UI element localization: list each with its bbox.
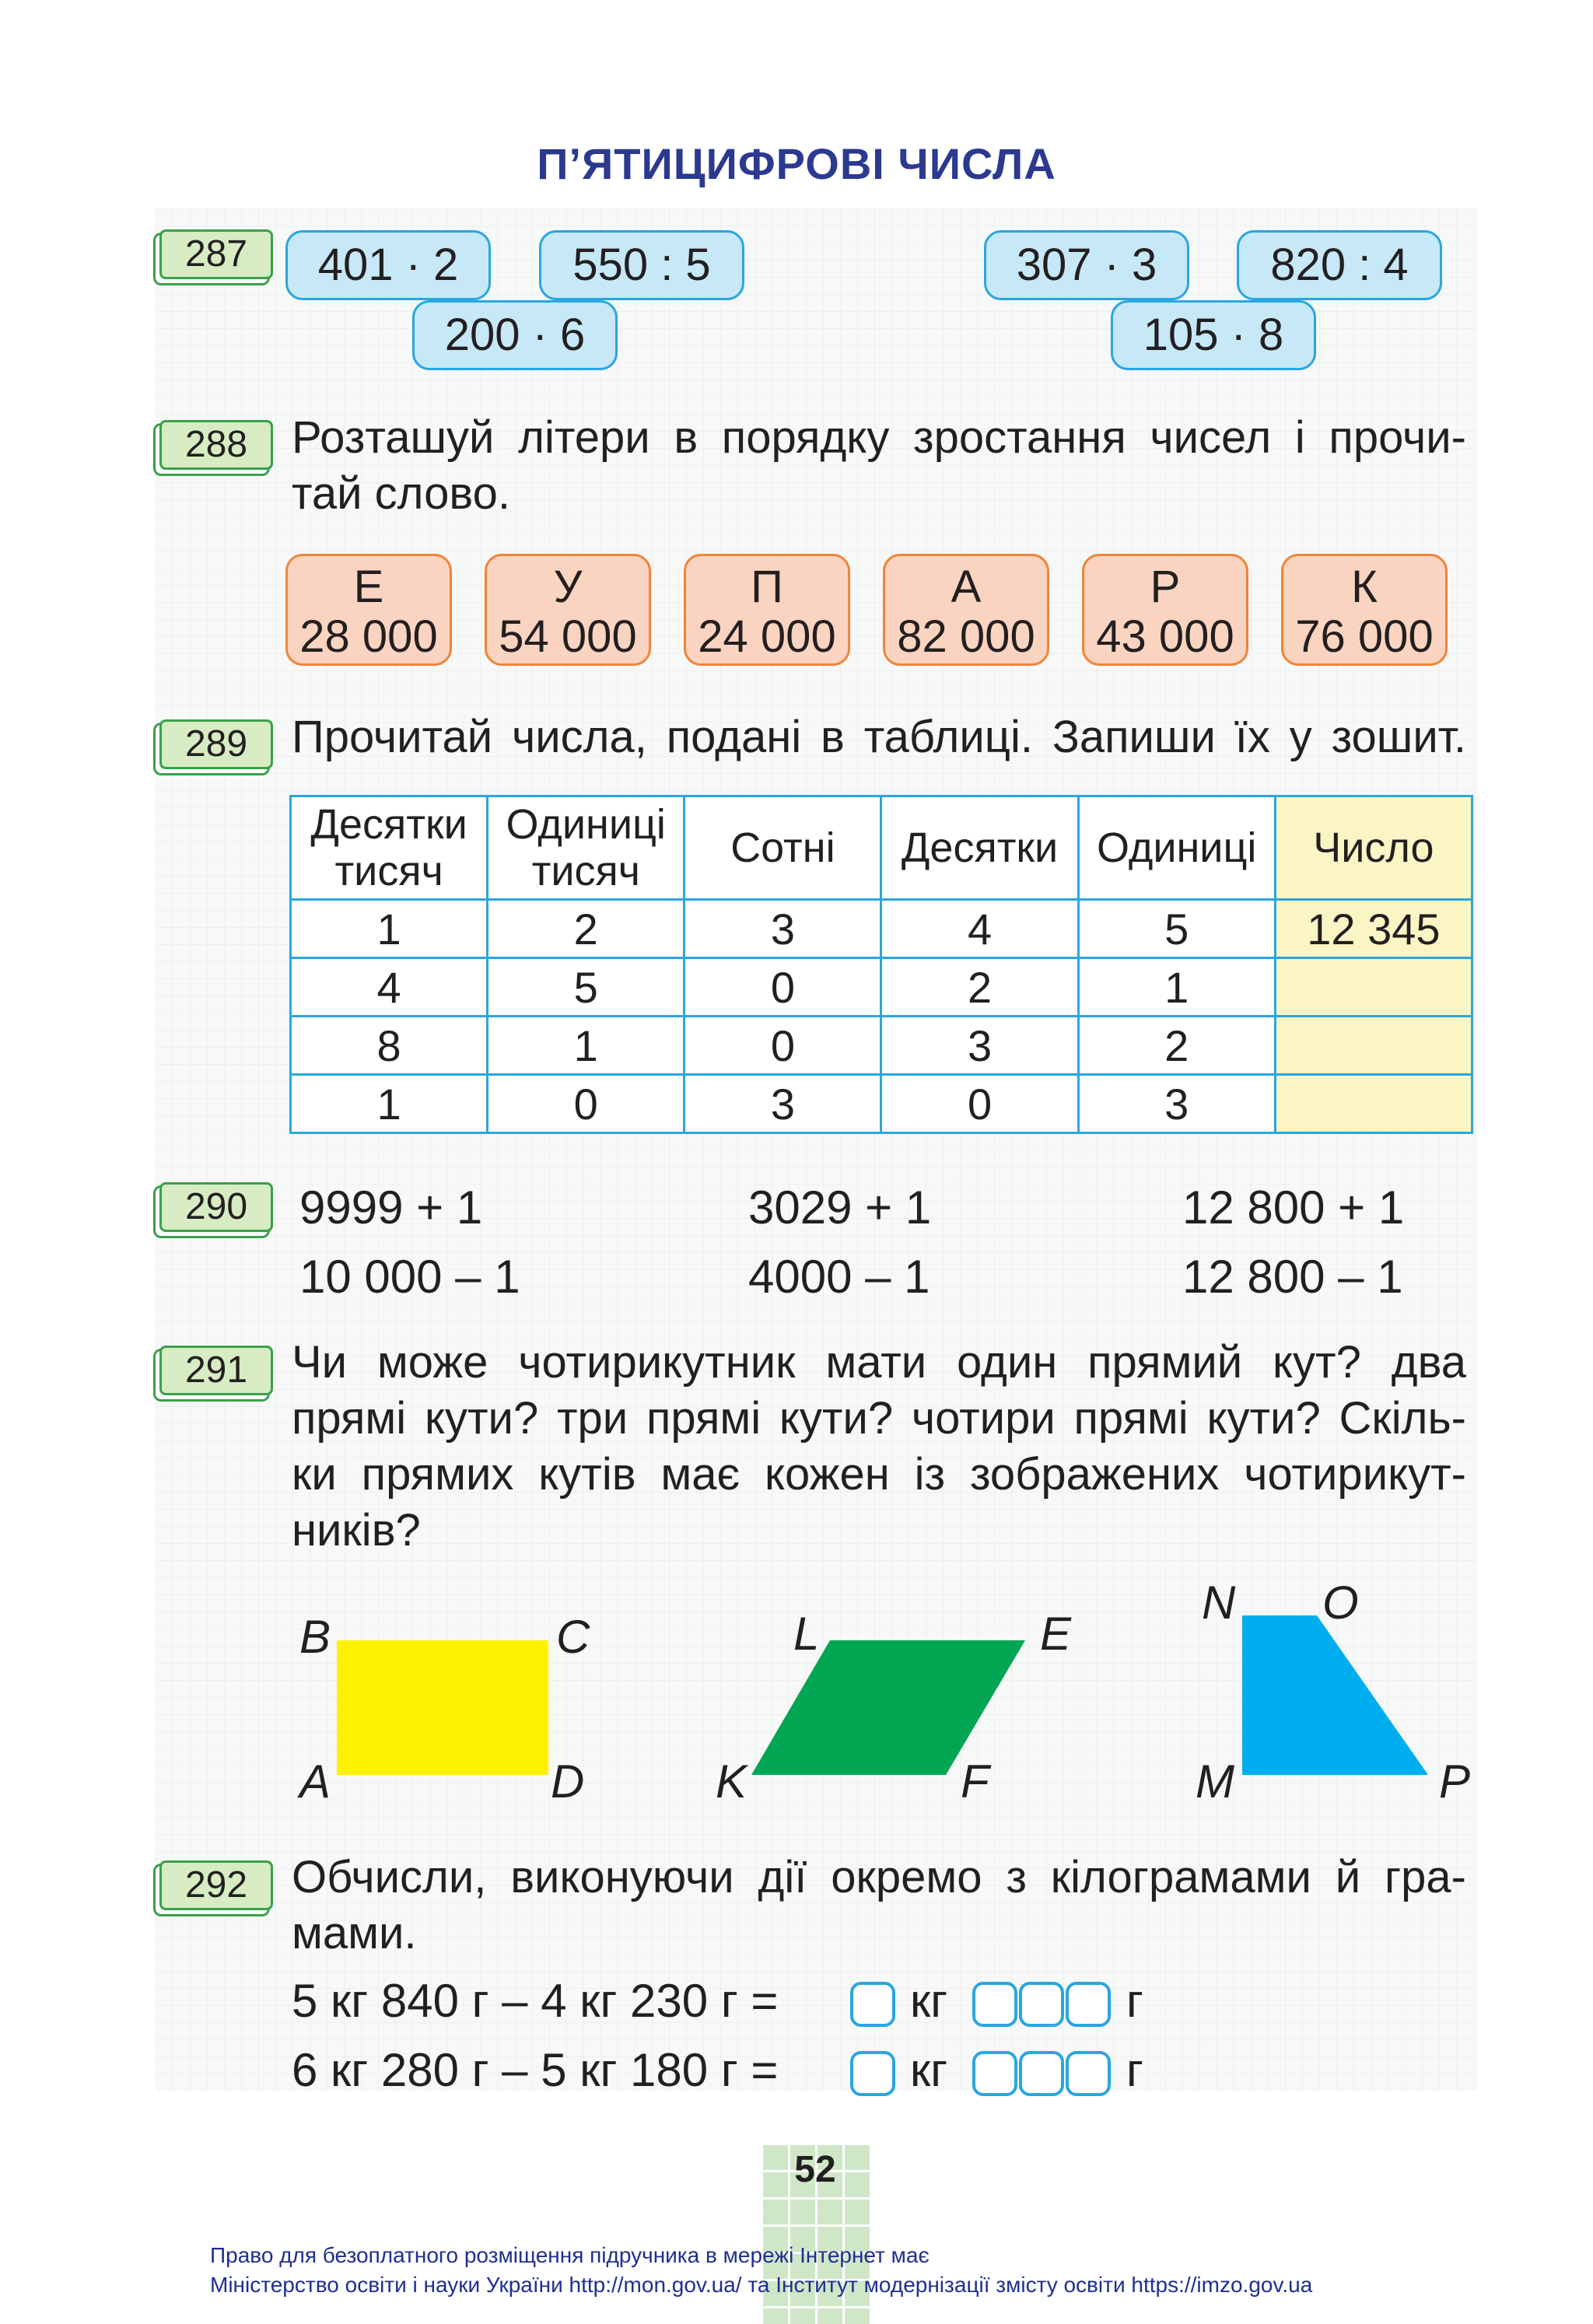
exercise-291-text-line2: прямі кути? три прямі кути? чотири прямі кути? Скіль-: [292, 1393, 1466, 1444]
expression-box: 200 · 6: [412, 300, 618, 370]
answer-blank-g[interactable]: [1019, 2051, 1064, 2096]
vertex-label: N: [1202, 1577, 1236, 1629]
exercise-292-text-line2: мами.: [292, 1908, 417, 1958]
card-letter: К: [1351, 562, 1378, 612]
unit-g: г: [1126, 1975, 1143, 2027]
unit-kg: кг: [910, 2044, 948, 2096]
answer-blank-kg[interactable]: [850, 1982, 895, 2027]
exercise-291-text-line4: ників?: [292, 1505, 421, 1556]
expression-box: 105 · 8: [1111, 300, 1316, 370]
card-number: 82 000: [897, 611, 1035, 662]
calc-expression: 4000 – 1: [748, 1251, 930, 1303]
expression-box: 820 : 4: [1237, 230, 1442, 300]
table-cell: 0: [488, 1075, 684, 1133]
table-header: Число: [1275, 796, 1472, 900]
table-cell: 3: [684, 900, 881, 958]
exercise-291-text-line1: Чи може чотирикутник мати один прямий кут? два: [292, 1337, 1466, 1388]
table-cell: 3: [881, 1017, 1078, 1075]
page-number: 52: [794, 2149, 836, 2190]
answer-blank-g[interactable]: [1019, 1982, 1064, 2027]
vertex-label: K: [716, 1755, 747, 1808]
vertex-label: F: [961, 1755, 989, 1808]
table-cell-number: 12 345: [1275, 900, 1472, 958]
card-number: 43 000: [1096, 611, 1234, 662]
exercise-289-text: Прочитай числа, подані в таблиці. Запиши їх у зошит.: [292, 712, 1466, 762]
footer-line1: Право для безоплатного розміщення підручника в мережі Інтернет має: [210, 2243, 930, 2267]
vertex-label: B: [299, 1611, 331, 1663]
exercise-number-287: 287: [159, 229, 273, 279]
mass-equation: 6 кг 280 г – 5 кг 180 г =: [292, 2044, 779, 2096]
table-cell: 1: [1078, 958, 1275, 1017]
vertex-label: M: [1196, 1755, 1234, 1808]
footer-line2: Міністерство освіти і науки України http://mon.gov.ua/ та Інститут модернізації змісту освіти https://imzo.gov.ua: [210, 2273, 1313, 2297]
table-cell: 0: [684, 958, 881, 1017]
table-cell: 4: [881, 900, 1078, 958]
card-letter: Р: [1150, 562, 1181, 612]
table-cell: 5: [1078, 900, 1275, 958]
card-letter: А: [951, 562, 982, 612]
table-header: Десятки: [881, 796, 1078, 900]
table-cell: 0: [881, 1075, 1078, 1133]
page-title: П’ЯТИЦИФРОВІ ЧИСЛА: [537, 139, 1056, 188]
table-header: Одиниці: [1078, 796, 1275, 900]
card-letter: У: [553, 562, 583, 612]
expression-box: 550 : 5: [539, 230, 744, 300]
exercise-291-text-line3: ки прямих кутів має кожен із зображених чотирикут-: [292, 1449, 1466, 1500]
card-number: 76 000: [1295, 611, 1434, 662]
table-header: Одиниці тисяч: [488, 796, 684, 900]
exercise-number-291: 291: [159, 1346, 273, 1395]
unit-g: г: [1126, 2044, 1143, 2096]
answer-blank-kg[interactable]: [850, 2051, 895, 2096]
table-cell: 2: [488, 900, 684, 958]
table-cell: 4: [291, 958, 488, 1017]
calc-expression: 9999 + 1: [299, 1181, 483, 1234]
card-number: 28 000: [299, 611, 438, 662]
exercise-292-text-line1: Обчисли, виконуючи дії окремо з кілограмами й гра-: [292, 1852, 1466, 1902]
trapezoid-mnop: [1242, 1615, 1428, 1775]
vertex-label: C: [556, 1611, 590, 1663]
exercise-288-text-line1: Розташуй літери в порядку зростання чисел і прочи-: [292, 412, 1466, 463]
calc-expression: 10 000 – 1: [299, 1251, 520, 1303]
table-cell: 2: [1078, 1017, 1275, 1075]
expression-box: 401 · 2: [285, 230, 491, 300]
exercise-number-292: 292: [159, 1860, 273, 1910]
rectangle-abcd: [337, 1640, 548, 1775]
vertex-label: L: [793, 1608, 820, 1660]
card-letter: Е: [353, 562, 384, 612]
table-cell: 0: [684, 1017, 881, 1075]
vertex-label: E: [1040, 1608, 1072, 1660]
table-cell: 3: [1078, 1075, 1275, 1133]
answer-blank-g[interactable]: [1066, 2051, 1111, 2096]
table-cell: 3: [684, 1075, 881, 1133]
vertex-label: D: [551, 1755, 585, 1808]
table-header: Десятки тисяч: [291, 796, 488, 900]
answer-blank-g[interactable]: [972, 1982, 1017, 2027]
calc-expression: 12 800 – 1: [1182, 1251, 1403, 1303]
table-cell: 2: [881, 958, 1078, 1017]
answer-blank-g[interactable]: [972, 2051, 1017, 2096]
table-header: Сотні: [684, 796, 881, 900]
mass-equation: 5 кг 840 г – 4 кг 230 г =: [292, 1975, 779, 2027]
exercise-number-288: 288: [159, 420, 273, 470]
card-letter: П: [751, 562, 783, 612]
vertex-label: O: [1322, 1577, 1359, 1629]
exercise-288-text-line2: тай слово.: [292, 468, 510, 519]
table-cell: 5: [488, 958, 684, 1017]
calc-expression: 3029 + 1: [748, 1181, 932, 1234]
vertex-label: P: [1439, 1755, 1471, 1808]
unit-kg: кг: [910, 1975, 948, 2027]
table-cell: 1: [291, 1075, 488, 1133]
exercise-number-290: 290: [159, 1182, 273, 1232]
exercise-number-289: 289: [159, 719, 273, 769]
card-number: 24 000: [698, 611, 836, 662]
vertex-label: A: [299, 1755, 331, 1808]
table-cell: 1: [488, 1017, 684, 1075]
card-number: 54 000: [499, 611, 637, 662]
table-cell: 8: [291, 1017, 488, 1075]
answer-blank-g[interactable]: [1066, 1982, 1111, 2027]
expression-box: 307 · 3: [984, 230, 1189, 300]
table-cell: 1: [291, 900, 488, 958]
calc-expression: 12 800 + 1: [1182, 1181, 1405, 1234]
